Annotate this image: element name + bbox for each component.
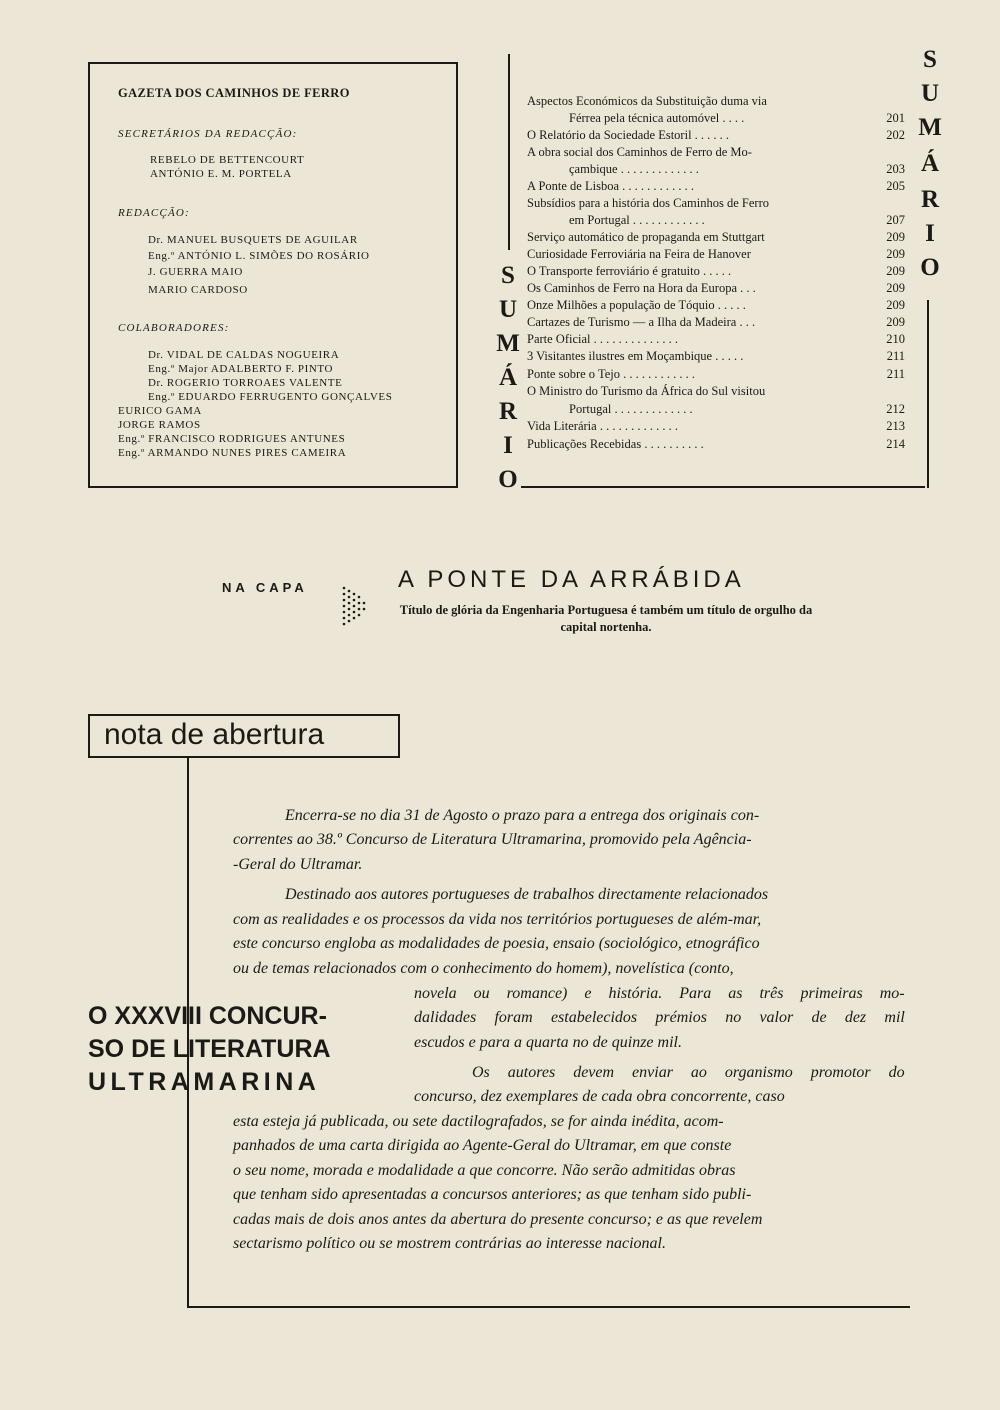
sumario-letter: I	[503, 432, 513, 459]
summary-entry[interactable]	[527, 229, 905, 246]
colaborador-name: Eng.º ARMANDO NUNES PIRES CAMEIRA	[118, 447, 347, 459]
summary-entry[interactable]	[527, 297, 905, 314]
summary-entry[interactable]	[527, 144, 905, 161]
body-line: concurso, dez exemplares de cada obra concorrente, caso	[414, 1088, 785, 1105]
summary-entry-title: O Ministro do Turismo da África do Sul visitou	[527, 384, 766, 398]
summary-entry[interactable]	[527, 401, 905, 418]
summary-entry[interactable]	[527, 331, 905, 348]
summary-entry[interactable]	[527, 436, 905, 453]
summary-entry[interactable]	[527, 383, 905, 400]
summary-page-number: 209	[886, 315, 905, 329]
body-line: panhados de uma carta dirigida ao Agente-Geral do Ultramar, em que conste	[233, 1137, 732, 1154]
sumario-letter: O	[920, 254, 940, 281]
sumario-letter: U	[920, 80, 940, 107]
summary-entry-title: Subsídios para a história dos Caminhos de Ferro	[527, 196, 769, 210]
dotted-arrow-icon	[340, 580, 370, 626]
summary-rule-left	[508, 54, 510, 250]
summary-page-number: 211	[886, 367, 905, 381]
nota-heading: nota de abertura	[104, 718, 325, 751]
colaborador-name: Eng.º Major ADALBERTO F. PINTO	[148, 363, 334, 375]
summary-page-number: 205	[886, 179, 905, 193]
colaborador-name: Eng.º FRANCISCO RODRIGUES ANTUNES	[118, 433, 346, 445]
summary-entry-title: Serviço automático de propaganda em Stuttgart	[527, 230, 765, 244]
summary-entry[interactable]	[527, 263, 905, 280]
sumario-letter: Á	[498, 364, 518, 391]
summary-entry[interactable]	[527, 127, 905, 144]
nota-rule-bottom	[187, 1306, 910, 1308]
colaborador-name: Dr. ROGERIO TORROAES VALENTE	[148, 377, 343, 389]
colaborador-name: JORGE RAMOS	[118, 419, 201, 431]
summary-entry-title: çambique . . . . . . . . . . . . .	[569, 162, 699, 176]
summary-page-number: 212	[886, 402, 905, 416]
colaborador-name: Eng.º EDUARDO FERRUGENTO GONÇALVES	[148, 391, 393, 403]
summary-page-number: 210	[886, 332, 905, 346]
body-line: novela ou romance) e história. Para as três primeiras mo-	[414, 985, 905, 1002]
sumario-letter: R	[920, 186, 940, 213]
summary-entry[interactable]	[527, 418, 905, 435]
body-line: dalidades foram estabelecidos prémios no valor de dez mil	[414, 1009, 905, 1026]
summary-entry[interactable]	[527, 348, 905, 365]
body-line: que tenham sido apresentadas a concursos anteriores; as que tenham sido publi-	[233, 1186, 752, 1203]
body-line: sectarismo político ou se mostrem contrárias ao interesse nacional.	[233, 1235, 666, 1252]
sumario-letter: Á	[920, 150, 940, 177]
summary-entry-title: Cartazes de Turismo — a Ilha da Madeira . . .	[527, 315, 756, 329]
redaccao-name: Eng.º ANTÓNIO L. SIMÕES DO ROSÁRIO	[148, 250, 370, 262]
summary-entry[interactable]	[527, 178, 905, 195]
summary-entry[interactable]	[527, 110, 905, 127]
summary-entry-title: Publicações Recebidas . . . . . . . . . .	[527, 437, 704, 451]
body-line: esta esteja já publicada, ou sete dactilografados, se for ainda inédita, acom-	[233, 1113, 724, 1130]
summary-page-number: 209	[886, 264, 905, 278]
summary-entry[interactable]	[527, 93, 905, 110]
sumario-letter: M	[918, 114, 942, 141]
body-line: o seu nome, morada e modalidade a que concorre. Não serão admitidas obras	[233, 1162, 736, 1179]
summary-entry[interactable]	[527, 366, 905, 383]
summary-page-number: 209	[886, 281, 905, 295]
sumario-letter: S	[923, 46, 937, 73]
secretary-name: ANTÓNIO E. M. PORTELA	[150, 168, 292, 180]
capa-label: NA CAPA	[222, 580, 308, 595]
body-line: cadas mais de dois anos antes da abertura do presente concurso; e as que revelem	[233, 1211, 763, 1228]
summary-page-number: 207	[886, 213, 905, 227]
sumario-letter: I	[925, 220, 935, 247]
body-line: ou de temas relacionados com o conhecimento do homem), novelística (conto,	[233, 960, 734, 977]
summary-entry-title: A obra social dos Caminhos de Ferro de Mo-	[527, 145, 752, 159]
side-title-line: ULTRAMARINA	[88, 1068, 321, 1096]
summary-page-number: 202	[886, 128, 905, 142]
summary-page-number: 209	[886, 247, 905, 261]
body-line: este concurso engloba as modalidades de poesia, ensaio (sociológico, etnográfico	[233, 935, 760, 952]
summary-entry-title: O Transporte ferroviário é gratuito . . . . .	[527, 264, 732, 278]
sumario-letter: U	[498, 296, 518, 323]
sumario-letter: S	[501, 262, 515, 289]
summary-page-number: 213	[886, 419, 905, 433]
body-line: Destinado aos autores portugueses de trabalhos directamente relacionados	[285, 886, 769, 903]
summary-entry-title: Onze Milhões a população de Tóquio . . . . .	[527, 298, 746, 312]
redaccao-name: J. GUERRA MAIO	[148, 266, 243, 278]
body-line: -Geral do Ultramar.	[233, 856, 363, 873]
staff-box	[88, 62, 458, 488]
sumario-letter: O	[498, 466, 518, 493]
colaborador-name: Dr. VIDAL DE CALDAS NOGUEIRA	[148, 349, 340, 361]
colaboradores-heading: COLABORADORES:	[118, 322, 230, 334]
summary-entry-title: 3 Visitantes ilustres em Moçambique . . . . .	[527, 349, 744, 363]
summary-entry-title: Curiosidade Ferroviária na Feira de Hanover	[527, 247, 751, 261]
summary-entry-title: Aspectos Económicos da Substituição duma via	[527, 94, 767, 108]
side-title-line: SO DE LITERATURA	[88, 1035, 331, 1063]
summary-entry-title: A Ponte de Lisboa . . . . . . . . . . . .	[527, 179, 695, 193]
summary-entry[interactable]	[527, 246, 905, 263]
summary-entry-title: Portugal . . . . . . . . . . . . .	[569, 402, 693, 416]
body-line: Os autores devem enviar ao organismo promotor do	[472, 1064, 905, 1081]
redaccao-name: Dr. MANUEL BUSQUETS DE AGUILAR	[148, 234, 358, 246]
side-title-line: O XXXVIII CONCUR-	[88, 1002, 327, 1030]
secretaries-heading: SECRETÁRIOS DA REDACÇÃO:	[118, 128, 298, 140]
summary-entry-title: Ponte sobre o Tejo . . . . . . . . . . . .	[527, 367, 695, 381]
summary-entry[interactable]	[527, 314, 905, 331]
summary-entry-title: Os Caminhos de Ferro na Hora da Europa . . .	[527, 281, 756, 295]
summary-entry-title: Parte Oficial . . . . . . . . . . . . . .	[527, 332, 679, 346]
summary-rule-right	[927, 300, 929, 488]
capa-title: A PONTE DA ARRÁBIDA	[398, 566, 745, 593]
summary-entry[interactable]	[527, 195, 905, 212]
summary-entry-title: O Relatório da Sociedade Estoril . . . . . .	[527, 128, 730, 142]
body-line: Encerra-se no dia 31 de Agosto o prazo para a entrega dos originais con-	[285, 807, 760, 824]
summary-rule-bottom	[521, 486, 925, 488]
secretary-name: REBELO DE BETTENCOURT	[150, 154, 305, 166]
summary-entry[interactable]	[527, 161, 905, 178]
capa-subtitle: Título de glória da Engenharia Portuguesa é também um título de orgulho da capital nortenha.	[399, 603, 813, 634]
summary-entry[interactable]	[527, 212, 905, 229]
body-line: escudos e para a quarta no de quinze mil.	[414, 1034, 682, 1051]
article-side-title	[88, 1000, 388, 1099]
body-line: com as realidades e os processos da vida nos territórios portugueses de além-mar,	[233, 911, 762, 928]
colaborador-name: EURICO GAMA	[118, 405, 202, 417]
summary-entry[interactable]	[527, 280, 905, 297]
summary-page-number: 209	[886, 230, 905, 244]
sumario-letter: M	[496, 330, 520, 357]
summary-page-number: 211	[886, 349, 905, 363]
summary-entry-title: em Portugal . . . . . . . . . . . .	[569, 213, 705, 227]
summary-entry-title: Férrea pela técnica automóvel . . . .	[569, 111, 745, 125]
staff-title: GAZETA DOS CAMINHOS DE FERRO	[118, 86, 350, 100]
sumario-letter: R	[498, 398, 518, 425]
summary-entry-title: Vida Literária . . . . . . . . . . . . .	[527, 419, 678, 433]
redaccao-heading: REDACÇÃO:	[118, 207, 190, 219]
summary-page-number: 201	[886, 111, 905, 125]
summary-page-number: 209	[886, 298, 905, 312]
body-line: correntes ao 38.º Concurso de Literatura Ultramarina, promovido pela Agência-	[233, 831, 752, 848]
summary-page-number: 203	[886, 162, 905, 176]
summary-page-number: 214	[886, 437, 905, 451]
redaccao-name: MARIO CARDOSO	[148, 284, 248, 296]
